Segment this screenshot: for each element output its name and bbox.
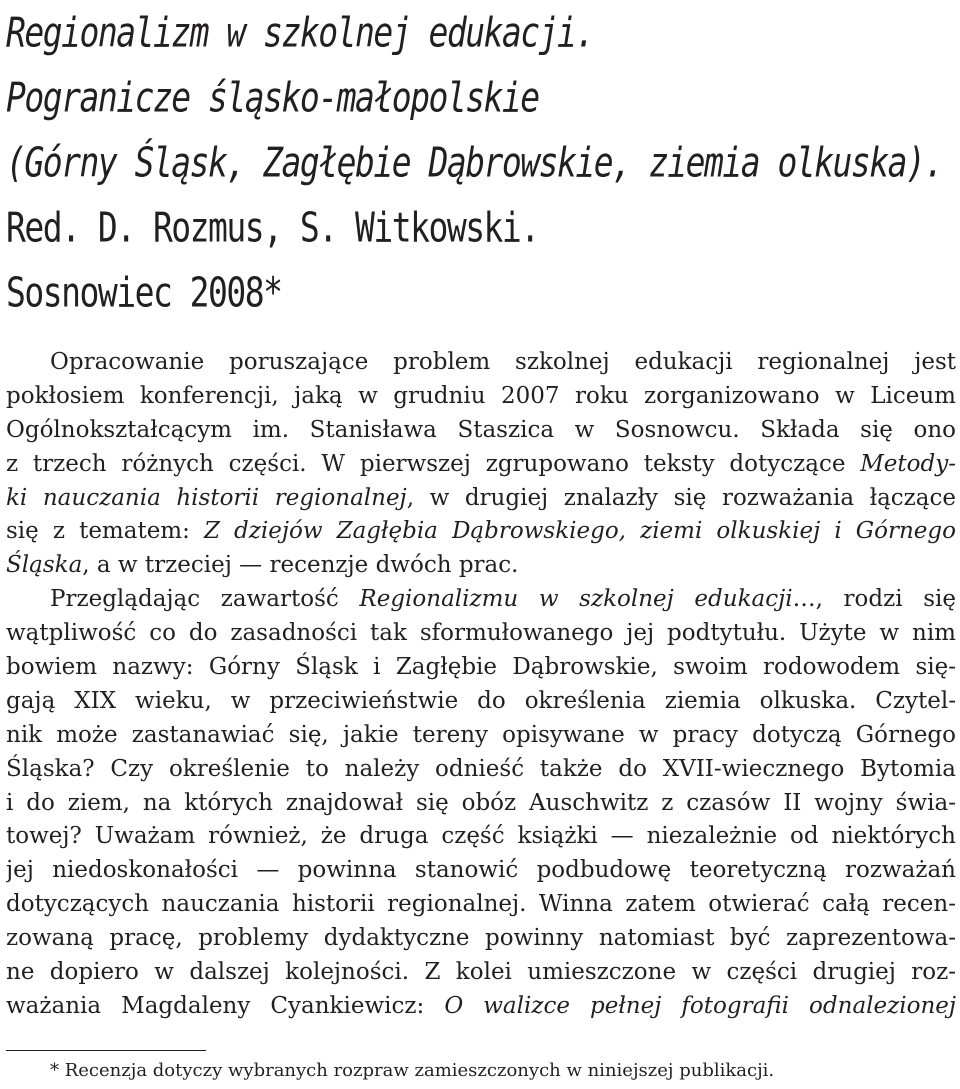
body-line: nik może zastanawiać się, jakie tereny opisywane w pracy dotyczą Górnego (6, 721, 956, 748)
body-text: , a w trzeciej — recenzje dwóch prac. (82, 552, 519, 579)
body-line: jej niedoskonałości — powinna stanowić podbudowę teoretyczną rozważań (6, 857, 956, 884)
body-line (6, 990, 956, 1024)
body-line: pokłosiem konferencji, jaką w grudniu 2007 roku zorganizowano w Liceum (6, 382, 956, 409)
body-line: zowaną pracę, problemy dydaktyczne powinny natomiast być zaprezentowa- (6, 925, 956, 952)
review-body (6, 346, 956, 1024)
body-text: Przeglądając zawartość (50, 586, 360, 613)
title-line: (Górny Śląsk, Zagłębie Dąbrowskie, ziemia olkuska). (6, 137, 943, 187)
italic-text: Metody- (860, 450, 956, 477)
italic-text: ki nauczania historii regionalnej (6, 484, 407, 511)
body-line: Opracowanie poruszające problem szkolnej edukacji regionalnej jest (50, 349, 956, 375)
body-line: Śląska? Czy określenie to należy odnieść także do XVII-wiecznego Bytomia (6, 755, 956, 782)
italic-text: Śląska (6, 552, 83, 579)
body-text: z trzech różnych części. W pierwszej zgrupowano teksty dotyczące (6, 450, 861, 477)
body-line (6, 549, 956, 583)
body-text: się z tematem: (6, 518, 204, 545)
body-line (6, 482, 956, 516)
review-title (6, 0, 946, 325)
body-text: ważania Magdaleny Cyankiewicz: (6, 992, 445, 1019)
italic-text: O walizce pełnej fotografii odnalezionej (444, 992, 956, 1019)
body-line: ne dopiero w dalszej kolejności. Z kolei umieszczone w części drugiej roz- (6, 959, 956, 986)
body-line: wątpliwość co do zasadności tak sformułowanego jej podtytułu. Użyte w nim (6, 620, 956, 647)
body-line (6, 515, 956, 549)
body-text: …, rodzi się (792, 586, 956, 613)
footnote-rule (6, 1050, 206, 1051)
body-text: , w drugiej znalazły się rozważania łączące (406, 484, 956, 511)
italic-text: Regionalizmu w szkolnej edukacji (359, 586, 793, 613)
title-line: Regionalizm w szkolnej edukacji. (6, 7, 594, 57)
italic-text: Z dziejów Zagłębia Dąbrowskiego, ziemi olkuskiej i Górnego (203, 518, 956, 545)
body-line: i do ziem, na których znajdował się obóz Auschwitz z czasów II wojny świa- (6, 789, 956, 816)
title-editors: Red. D. Rozmus, S. Witkowski. (6, 202, 539, 252)
body-line: gają XIX wieku, w przeciwieństwie do określenia ziemia olkuska. Czytel- (6, 687, 956, 714)
body-line: towej? Uważam również, że druga część książki — niezależnie od niektórych (6, 823, 956, 850)
title-publication: Sosnowiec 2008* (6, 267, 282, 317)
footnote: * Recenzja dotyczy wybranych rozpraw zamieszczonych w niniejszej publikacji. (50, 1060, 775, 1081)
body-line: dotyczących nauczania historii regionalnej. Winna zatem otwierać całą recen- (6, 891, 956, 918)
title-line: Pogranicze śląsko-małopolskie (6, 72, 539, 122)
body-line (6, 448, 956, 482)
body-line: Ogólnokształcącym im. Stanisława Staszica w Sosnowcu. Składa się ono (6, 416, 956, 443)
body-line: bowiem nazwy: Górny Śląsk i Zagłębie Dąbrowskie, swoim rodowodem się- (6, 654, 956, 681)
body-line (6, 583, 956, 617)
